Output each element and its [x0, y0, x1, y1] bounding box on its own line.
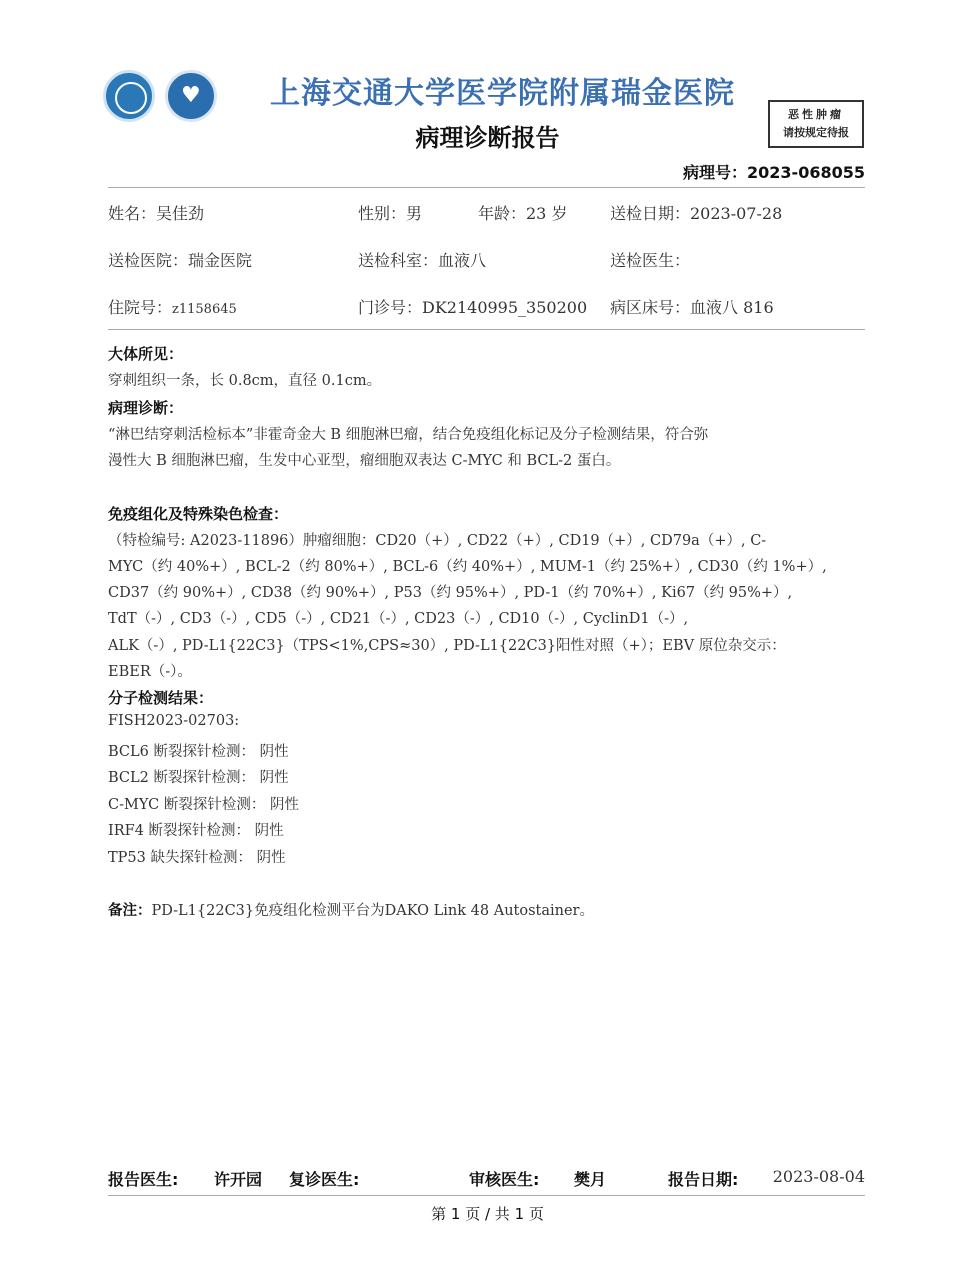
patient-name: 姓名：吴佳劲 [108, 204, 205, 223]
header-divider [108, 187, 865, 188]
hospital-name: 上海交通大学医学院附属瑞金医院 [270, 76, 735, 111]
gross-title: 大体所见： [108, 345, 184, 363]
page-number: 第 1 页 / 共 1 页 [431, 1205, 544, 1223]
stamp-line2: 请按规定待报 [783, 126, 849, 139]
molecular-title: 分子检测结果： [108, 689, 214, 707]
audit-doctor-label: 审核医生: [469, 1170, 540, 1189]
molecular-line: IRF4 断裂探针检测： 阴性 [108, 823, 284, 839]
remark-text: PD-L1{22C3}免疫组化检测平台为DAKO Link 48 Autostainer。 [151, 903, 594, 919]
footer-divider [108, 1195, 865, 1196]
diagnosis-title: 病理诊断： [108, 399, 184, 417]
ihc-line: CD37（约 90%+）, CD38（约 90%+）, P53（约 95%+）, PD-1（约 70%+）, Ki67（约 95%+）, [108, 585, 793, 601]
report-doctor-label: 报告医生: [108, 1170, 179, 1189]
molecular-line: BCL6 断裂探针检测： 阴性 [108, 744, 289, 760]
remark [108, 899, 594, 920]
inpatient-value: z1158645 [172, 302, 237, 317]
diagnosis-line-2: 漫性大 B 细胞淋巴瘤，生发中心亚型，瘤细胞双表达 C-MYC 和 BCL-2 蛋白。 [108, 453, 621, 469]
review-doctor-label: 复诊医生: [289, 1170, 360, 1189]
molecular-line: FISH2023-02703: [108, 713, 240, 729]
molecular-line: TP53 缺失探针检测： 阴性 [108, 850, 286, 866]
submit-hospital: 送检医院：瑞金医院 [108, 251, 253, 270]
submit-department: 送检科室：血液八 [358, 251, 487, 270]
info-divider [108, 329, 865, 330]
diagnosis-line-1: “淋巴结穿刺活检标本”非霍奇金大 B 细胞淋巴瘤，结合免疫组化标记及分子检测结果，符合弥 [108, 427, 709, 443]
inpatient-label: 住院号： [108, 298, 173, 317]
malignant-tumor-stamp [768, 100, 864, 148]
stamp-line1: 恶性肿瘤 [788, 108, 844, 121]
ihc-line: EBER（-）。 [108, 664, 192, 680]
report-doctor: 许开园 [214, 1170, 263, 1189]
inpatient-number [108, 295, 237, 318]
molecular-line: C-MYC 断裂探针检测： 阴性 [108, 797, 299, 813]
pathology-number: 病理号：2023-068055 [683, 163, 865, 182]
audit-doctor: 樊月 [574, 1170, 607, 1189]
outpatient-number: 门诊号：DK2140995_350200 [358, 298, 588, 317]
ihc-line: （特检编号: A2023-11896）肿瘤细胞：CD20（+）, CD22（+）, CD19（+）, CD79a（+）, C- [108, 533, 767, 549]
molecular-line: BCL2 断裂探针检测： 阴性 [108, 770, 289, 786]
report-date-label: 报告日期: [668, 1170, 739, 1189]
ihc-line: ALK（-）, PD-L1{22C3}（TPS<1%,CPS≈30）, PD-L1{22C3}阳性对照（+）；EBV 原位杂交示： [108, 638, 786, 654]
ihc-line: TdT（-）, CD3（-）, CD5（-）, CD21（-）, CD23（-）, CD10（-）, CyclinD1（-）, [108, 611, 689, 627]
ihc-line: MYC（约 40%+）, BCL-2（约 80%+）, BCL-6（约 40%+）, MUM-1（约 25%+）, CD30（约 1%+）, [108, 559, 827, 575]
report-title: 病理诊断报告 [415, 124, 560, 152]
submit-date: 送检日期：2023-07-28 [610, 204, 783, 223]
remark-label: 备注： [108, 903, 152, 919]
heart-icon: ♥ [181, 83, 201, 108]
patient-age: 年龄：23 岁 [478, 204, 568, 223]
report-date: 2023-08-04 [772, 1167, 865, 1186]
ihc-title: 免疫组化及特殊染色检查： [108, 505, 289, 523]
submit-doctor: 送检医生： [610, 251, 691, 270]
ward-bed: 病区床号：血液八 816 [610, 298, 774, 317]
patient-gender: 性别：男 [358, 204, 423, 223]
gross-text: 穿刺组织一条，长 0.8cm，直径 0.1cm。 [108, 373, 382, 389]
